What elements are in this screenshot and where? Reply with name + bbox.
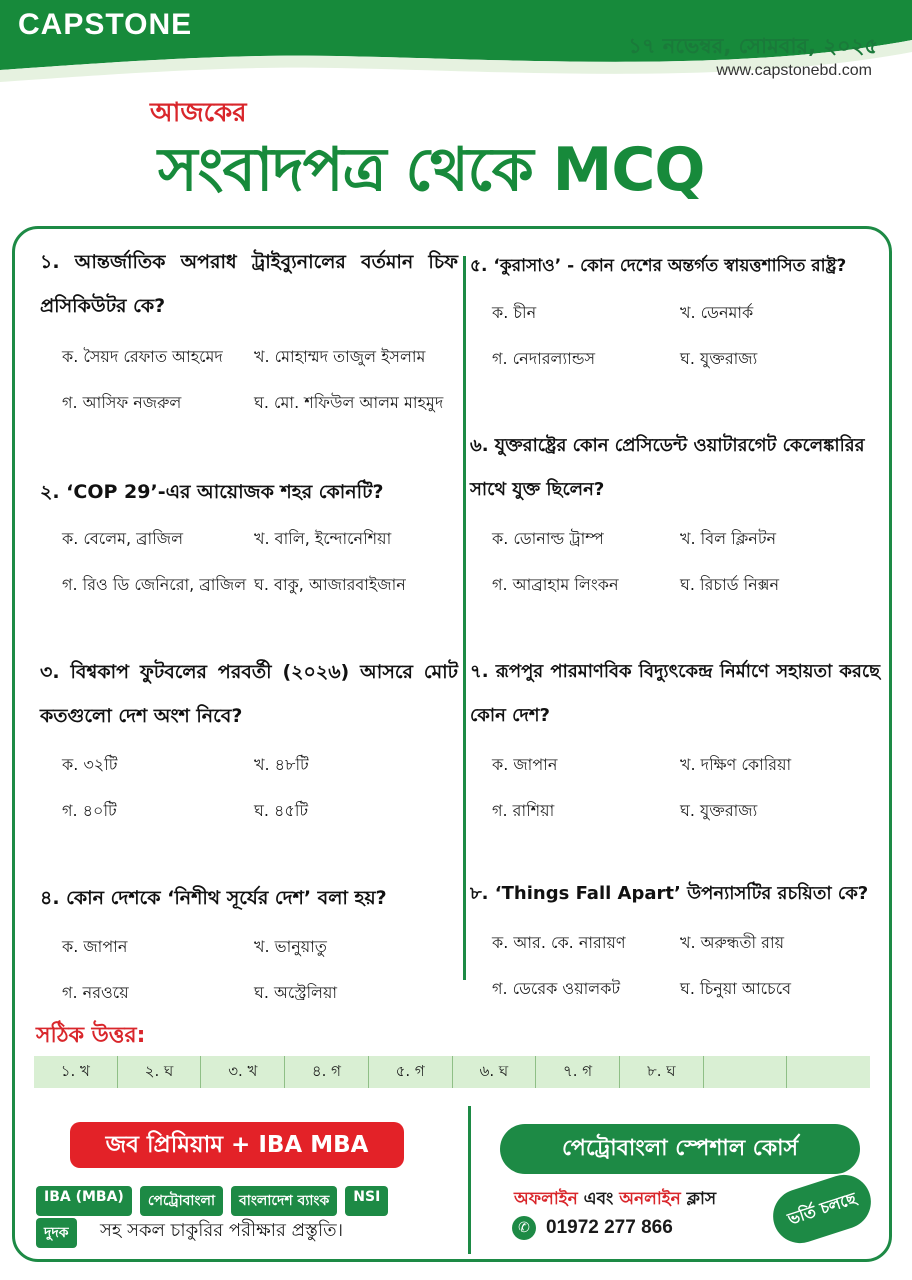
special-course-banner[interactable]: পেট্রোবাংলা স্পেশাল কোর্স [500,1124,860,1174]
tag-iba: IBA (MBA) [36,1186,132,1216]
option-2c[interactable]: গ. রিও ডি জেনিরো, ব্রাজিল [62,575,247,594]
option-8d[interactable]: ঘ. চিনুয়া আচেবে [680,979,792,998]
answers-title: সঠিক উত্তর: [36,1023,146,1048]
content-frame [12,226,892,1262]
option-3a[interactable]: ক. ৩২টি [62,755,118,774]
option-7d[interactable]: ঘ. যুক্তরাজ্য [680,801,758,820]
option-1c[interactable]: গ. আসিফ নজরুল [62,393,182,412]
option-8c[interactable]: গ. ডেরেক ওয়ালকট [492,979,621,998]
option-3b[interactable]: খ. ৪৮টি [254,755,309,774]
option-6d[interactable]: ঘ. রিচার্ড নিক্সন [680,575,780,594]
page-title: সংবাদপত্র থেকে MCQ [158,135,705,205]
tag-petrobangla: পেট্রোবাংলা [140,1186,223,1216]
option-6a[interactable]: ক. ডোনাল্ড ট্রাম্প [492,529,604,548]
option-1d[interactable]: ঘ. মো. শফিউল আলম মাহমুদ [254,393,444,412]
tag-dudok: দুদক [36,1218,77,1248]
phone-number[interactable]: 01972 277 866 [546,1217,673,1238]
page-subtitle: আজকের [150,98,247,128]
answer-cell [787,1056,870,1088]
option-4b[interactable]: খ. ভানুয়াতু [254,937,327,956]
answer-cell: ৬. ঘ [453,1056,537,1088]
option-2d[interactable]: ঘ. বাকু, আজারবাইজান [254,575,406,594]
phone-row[interactable] [512,1216,673,1240]
option-7c[interactable]: গ. রাশিয়া [492,801,555,820]
answer-cell [704,1056,788,1088]
option-3d[interactable]: ঘ. ৪৫টি [254,801,309,820]
option-5a[interactable]: ক. চীন [492,303,537,322]
option-8a[interactable]: ক. আর. কে. নারায়ণ [492,933,626,952]
option-6b[interactable]: খ. বিল ক্লিনটন [680,529,777,548]
option-2a[interactable]: ক. বেলেম, ব্রাজিল [62,529,184,548]
brand-logo: CAPSTONE [18,8,193,41]
phone-icon: ✆ [512,1216,536,1240]
option-5c[interactable]: গ. নেদারল্যান্ডস [492,349,596,368]
mode-and: এবং [577,1189,620,1209]
option-2b[interactable]: খ. বালি, ইন্দোনেশিয়া [254,529,392,548]
answer-cell: ৫. গ [369,1056,453,1088]
option-1a[interactable]: ক. সৈয়দ রেফাত আহমেদ [62,347,223,366]
website-link[interactable]: www.capstonebd.com [716,62,872,79]
option-4d[interactable]: ঘ. অস্ট্রেলিয়া [254,983,338,1002]
option-6c[interactable]: গ. আব্রাহাম লিংকন [492,575,619,594]
option-5d[interactable]: ঘ. যুক্তরাজ্য [680,349,758,368]
question-7: ৭. রূপপুর পারমাণবিক বিদ্যুৎকেন্দ্র নির্মাণে সহায়তা করছে কোন দেশ? [470,661,880,726]
mode-online: অনলাইন [619,1189,681,1209]
option-8b[interactable]: খ. অরুন্ধতী রায় [680,933,785,952]
tag-nsi: NSI [345,1186,388,1216]
mode-class: ক্লাস [680,1189,717,1209]
prep-text: সহ সকল চাকুরির পরীক্ষার প্রস্তুতি। [100,1220,344,1241]
class-mode [514,1186,716,1214]
answers-table [34,1056,870,1088]
answer-cell: ৮. ঘ [620,1056,704,1088]
question-5: ৫. ‘কুরাসাও’ - কোন দেশের অন্তর্গত স্বায়ত্তশাসিত রাষ্ট্র? [470,256,847,276]
option-7b[interactable]: খ. দক্ষিণ কোরিয়া [680,755,792,774]
option-4a[interactable]: ক. জাপান [62,937,128,956]
option-4c[interactable]: গ. নরওয়ে [62,983,129,1002]
mode-offline: অফলাইন [514,1189,578,1209]
question-4: ৪. কোন দেশকে ‘নিশীথ সূর্যের দেশ’ বলা হয়? [40,887,387,909]
question-6: ৬. যুক্তরাষ্ট্রের কোন প্রেসিডেন্ট ওয়াটারগেট কেলেঙ্কারির সাথে যুক্ত ছিলেন? [470,435,865,500]
admission-badge: ভর্তি চলছে [766,1168,878,1250]
option-1b[interactable]: খ. মোহাম্মদ তাজুল ইসলাম [254,347,426,366]
answer-cell: ২. ঘ [118,1056,202,1088]
question-1: ১. আন্তর্জাতিক অপরাধ ট্রাইব্যুনালের বর্তমান চিফ প্রসিকিউটর কে? [40,251,458,317]
answer-cell: ৪. গ [285,1056,369,1088]
column-divider [463,256,466,980]
footer-divider [468,1106,471,1254]
question-2: ২. ‘COP 29’-এর আয়োজক শহর কোনটি? [40,481,384,503]
job-premium-banner[interactable]: জব প্রিমিয়াম + IBA MBA [70,1122,404,1168]
answer-cell: ৭. গ [536,1056,620,1088]
option-7a[interactable]: ক. জাপান [492,755,558,774]
option-3c[interactable]: গ. ৪০টি [62,801,117,820]
tag-bangladesh-bank: বাংলাদেশ ব্যাংক [231,1186,337,1216]
answer-cell: ৩. খ [201,1056,285,1088]
answer-cell: ১. খ [34,1056,118,1088]
date-label: ১৭ নভেম্বর, সোমবার, ২০২৫ [628,34,878,58]
question-8: ৮. ‘Things Fall Apart’ উপন্যাসটির রচয়িতা কে? [470,883,869,904]
option-5b[interactable]: খ. ডেনমার্ক [680,303,754,322]
question-3: ৩. বিশ্বকাপ ফুটবলের পরবর্তী (২০২৬) আসরে মোট কতগুলো দেশ অংশ নিবে? [40,661,458,727]
exam-tags [36,1186,388,1216]
